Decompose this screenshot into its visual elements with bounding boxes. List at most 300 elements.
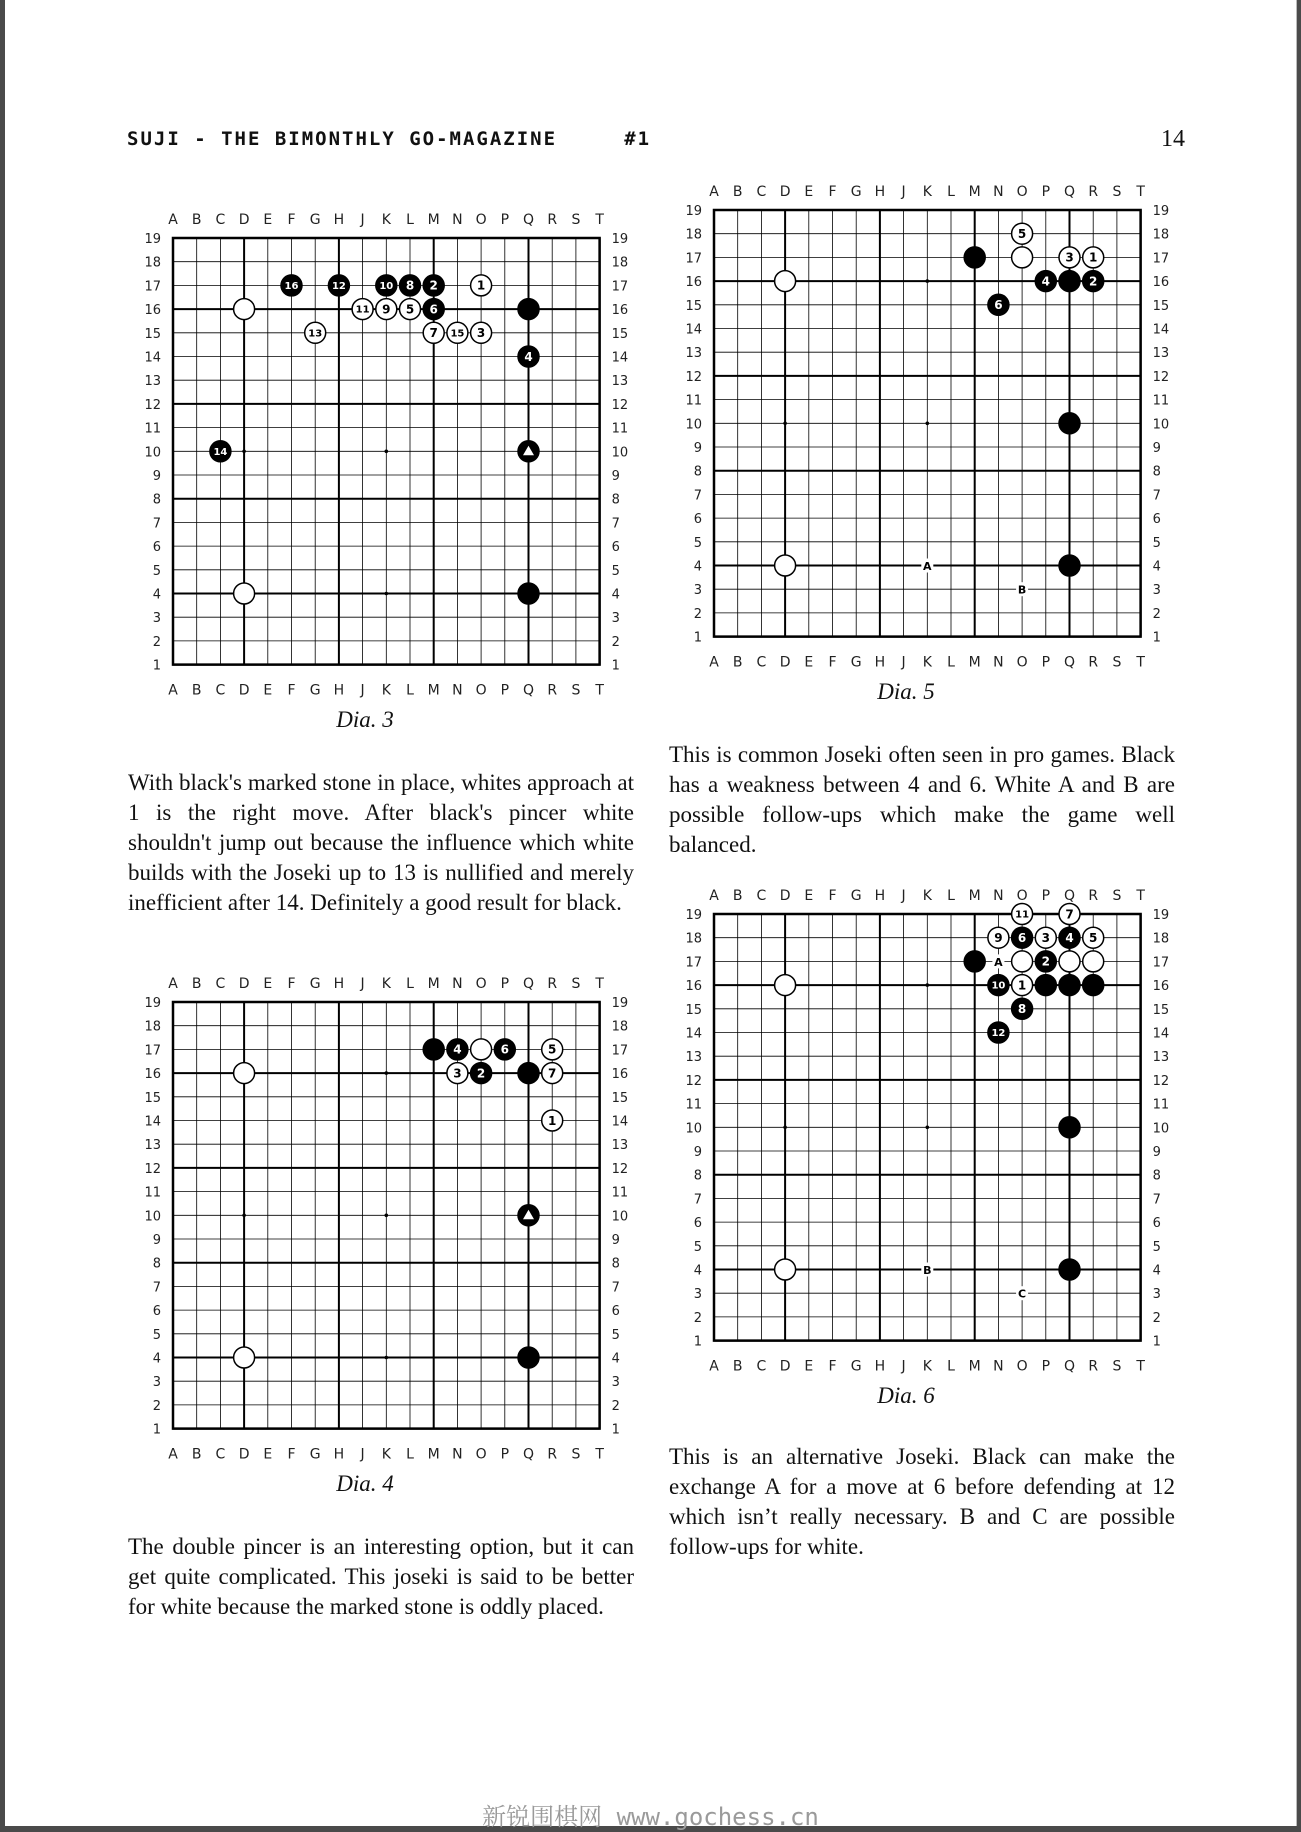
move-number: 9 <box>994 931 1003 946</box>
paragraph-dia4: The double pincer is an interesting option, but it can get quite complicated. This joseki is said to be better for white because the marked stone is oddly placed. <box>128 1534 634 1619</box>
column-label: F <box>287 1446 296 1463</box>
column-label: R <box>547 682 558 699</box>
row-label: 15 <box>1152 298 1170 314</box>
row-label: 2 <box>1152 1310 1161 1326</box>
row-label: 5 <box>1152 535 1161 551</box>
black-stone <box>1059 927 1080 948</box>
column-label: S <box>1112 184 1122 200</box>
column-label: E <box>804 1358 814 1375</box>
black-stone <box>518 583 539 604</box>
row-label: 13 <box>685 346 702 362</box>
column-label: C <box>756 888 767 904</box>
column-label: P <box>1041 184 1051 200</box>
column-label: T <box>1136 654 1145 671</box>
column-label: M <box>427 976 440 992</box>
black-stone <box>1035 271 1056 292</box>
row-label: 14 <box>611 1114 629 1130</box>
column-label: M <box>968 654 981 671</box>
column-label: K <box>381 682 391 699</box>
caption-dia5: Dia. 5 <box>877 679 935 704</box>
row-label: 16 <box>685 979 702 995</box>
row-label: 7 <box>611 1280 620 1296</box>
row-label: 12 <box>611 1161 629 1177</box>
column-label: B <box>191 212 202 228</box>
row-label: 12 <box>685 369 702 385</box>
column-label: L <box>406 682 414 699</box>
row-label: 10 <box>611 1209 629 1225</box>
paragraph-dia3: With black's marked stone in place, whites approach at 1 is the right move. After black's pincer white shouldn't jump out because the influence which white builds with the Joseki up to 13 is nullified and merely inefficient after 14. Definitely a good result for black. <box>128 770 634 915</box>
white-stone <box>423 322 444 343</box>
go-board-dia6 <box>671 884 1170 1375</box>
white-stone <box>1012 904 1033 925</box>
move-number: 3 <box>476 326 486 341</box>
column-label: O <box>1016 654 1028 671</box>
row-label: 15 <box>685 298 702 314</box>
column-label: F <box>287 682 296 699</box>
row-label: 8 <box>1152 1168 1161 1184</box>
move-number: 1 <box>476 278 486 293</box>
column-label: R <box>547 976 558 992</box>
caption-dia6: Dia. 6 <box>877 1383 935 1408</box>
column-label: G <box>309 212 321 228</box>
column-label: C <box>215 1446 226 1463</box>
column-label: O <box>1016 888 1028 904</box>
black-stone <box>1059 1117 1080 1138</box>
column-label: L <box>947 888 955 904</box>
column-label: D <box>779 1358 791 1375</box>
black-stone <box>1035 975 1056 996</box>
row-label: 9 <box>152 1233 161 1248</box>
row-label: 2 <box>152 634 161 650</box>
row-label: 3 <box>152 1375 161 1391</box>
column-label: R <box>1088 654 1099 671</box>
row-label: 5 <box>152 563 161 579</box>
move-number: 3 <box>453 1066 462 1081</box>
move-number: 12 <box>991 1028 1006 1040</box>
column-label: D <box>238 682 250 699</box>
row-label: 2 <box>611 634 620 650</box>
column-label: G <box>850 1358 862 1375</box>
black-stone <box>1059 271 1080 292</box>
column-label: F <box>287 976 296 992</box>
move-number: 4 <box>524 349 533 364</box>
black-stone <box>964 247 985 268</box>
move-number: 4 <box>1041 274 1050 289</box>
move-number: 1 <box>548 1113 557 1128</box>
column-label: E <box>263 976 273 992</box>
column-label: T <box>595 1446 604 1463</box>
row-label: 5 <box>693 535 702 551</box>
move-number: 11 <box>355 304 370 316</box>
column-label: Q <box>522 682 535 699</box>
column-label: N <box>452 1446 463 1463</box>
column-label: A <box>709 654 719 671</box>
row-label: 19 <box>144 232 161 247</box>
white-stone <box>376 299 397 320</box>
black-stone <box>400 275 421 296</box>
row-label: 2 <box>1152 606 1161 622</box>
column-label: N <box>452 682 463 699</box>
column-label: P <box>500 682 510 699</box>
column-label: E <box>804 654 814 671</box>
black-stone <box>988 1022 1009 1043</box>
row-label: 18 <box>1152 931 1170 947</box>
row-label: 1 <box>611 658 620 674</box>
column-label: O <box>1016 1358 1028 1375</box>
move-number: 10 <box>991 980 1006 992</box>
row-label: 10 <box>611 445 629 461</box>
white-stone <box>1083 951 1104 972</box>
star-point <box>385 450 389 454</box>
column-label: F <box>287 212 296 228</box>
column-label: G <box>309 1446 321 1463</box>
row-label: 12 <box>611 397 629 413</box>
row-label: 4 <box>152 1351 161 1367</box>
row-label: 17 <box>611 279 629 295</box>
row-label: 1 <box>152 658 161 674</box>
move-number: 2 <box>429 278 438 293</box>
row-label: 13 <box>1152 1050 1170 1066</box>
move-number: 9 <box>382 302 391 317</box>
row-label: 12 <box>1152 369 1170 385</box>
move-number: 4 <box>453 1042 462 1057</box>
white-stone <box>1012 223 1033 244</box>
column-label: D <box>779 184 791 200</box>
black-stone <box>518 1063 539 1084</box>
white-stone <box>400 299 421 320</box>
star-point <box>385 592 389 596</box>
row-label: 18 <box>611 255 629 271</box>
white-stone <box>471 275 492 296</box>
black-stone <box>1059 975 1080 996</box>
column-label: B <box>191 976 202 992</box>
white-stone <box>1012 975 1033 996</box>
white-stone <box>988 927 1009 948</box>
white-stone <box>775 1259 796 1280</box>
row-label: 8 <box>1152 464 1161 480</box>
row-label: 9 <box>611 469 620 484</box>
column-label: R <box>1088 1358 1099 1375</box>
star-point <box>385 1071 389 1075</box>
column-label: H <box>333 1446 345 1463</box>
black-stone <box>1083 271 1104 292</box>
move-number: 16 <box>284 281 299 292</box>
row-label: 19 <box>611 996 629 1011</box>
white-stone <box>234 1063 255 1084</box>
column-label: T <box>595 682 604 699</box>
row-label: 15 <box>611 1090 629 1106</box>
row-label: 13 <box>611 1138 629 1154</box>
column-label: K <box>922 184 932 200</box>
star-point <box>926 1126 930 1130</box>
column-label: C <box>756 654 767 671</box>
black-stone <box>518 1205 539 1226</box>
row-label: 8 <box>152 492 161 508</box>
black-stone <box>518 299 539 320</box>
row-label: 17 <box>144 279 161 295</box>
column-label: M <box>427 682 440 699</box>
black-stone <box>423 299 444 320</box>
row-label: 11 <box>144 1185 161 1201</box>
star-point <box>926 279 930 283</box>
row-label: 16 <box>144 303 161 319</box>
column-label: P <box>1041 888 1051 904</box>
row-label: 10 <box>144 445 161 461</box>
column-label: E <box>263 1446 273 1463</box>
move-number: 6 <box>429 302 438 317</box>
column-label: Q <box>1063 184 1076 200</box>
column-label: M <box>968 888 981 904</box>
star-point <box>783 1126 787 1130</box>
column-label: P <box>500 1446 510 1463</box>
white-stone <box>775 555 796 576</box>
row-label: 14 <box>144 1114 161 1130</box>
row-label: 4 <box>693 1263 702 1279</box>
row-label: 3 <box>152 611 161 627</box>
row-label: 5 <box>152 1327 161 1343</box>
column-label: G <box>850 654 862 671</box>
move-number: 7 <box>548 1066 557 1081</box>
black-stone <box>1035 951 1056 972</box>
row-label: 19 <box>1152 908 1170 923</box>
row-label: 19 <box>685 908 702 923</box>
column-label: F <box>828 888 837 904</box>
move-number: 6 <box>500 1042 509 1057</box>
white-stone <box>234 583 255 604</box>
black-stone <box>1059 1259 1080 1280</box>
row-label: 17 <box>1152 955 1170 971</box>
row-label: 17 <box>611 1043 629 1059</box>
column-label: B <box>732 184 743 200</box>
column-label: T <box>1136 184 1145 200</box>
move-number: 5 <box>1089 931 1098 946</box>
black-stone <box>1059 555 1080 576</box>
white-stone <box>1059 951 1080 972</box>
watermark-footer: 新锐围棋网 www.gochess.cn <box>482 1803 819 1831</box>
move-number: 3 <box>1065 250 1074 265</box>
row-label: 15 <box>611 326 629 342</box>
row-label: 14 <box>144 350 161 366</box>
row-label: 18 <box>685 227 702 243</box>
row-label: 4 <box>1152 1263 1161 1279</box>
white-stone <box>1059 904 1080 925</box>
column-label: L <box>406 212 414 228</box>
row-label: 4 <box>152 587 161 603</box>
row-label: 3 <box>693 583 702 599</box>
black-stone <box>281 275 302 296</box>
row-label: 17 <box>685 955 702 971</box>
column-label: R <box>547 212 558 228</box>
column-label: C <box>756 1358 767 1375</box>
column-label: J <box>360 976 365 992</box>
caption-dia4: Dia. 4 <box>336 1471 394 1496</box>
row-label: 16 <box>1152 275 1170 291</box>
column-label: L <box>406 976 414 992</box>
column-label: J <box>360 1446 365 1463</box>
column-label: Q <box>1063 1358 1076 1375</box>
row-label: 5 <box>1152 1239 1161 1255</box>
row-label: 8 <box>611 1256 620 1272</box>
row-label: 9 <box>611 1233 620 1248</box>
white-stone <box>1035 927 1056 948</box>
row-label: 11 <box>144 421 161 437</box>
row-label: 19 <box>685 204 702 219</box>
row-label: 4 <box>1152 559 1161 575</box>
move-number: 7 <box>1065 907 1074 922</box>
white-stone <box>1012 951 1033 972</box>
column-label: N <box>993 1358 1004 1375</box>
star-point <box>242 450 246 454</box>
white-stone <box>775 975 796 996</box>
column-label: H <box>874 888 886 904</box>
column-label: K <box>381 212 391 228</box>
row-label: 8 <box>693 464 702 480</box>
row-label: 1 <box>611 1422 620 1438</box>
row-label: 6 <box>1152 512 1161 528</box>
column-label: C <box>215 212 226 228</box>
row-label: 13 <box>685 1050 702 1066</box>
column-label: A <box>168 976 178 992</box>
row-label: 16 <box>611 1067 629 1083</box>
column-label: H <box>874 1358 886 1375</box>
row-label: 13 <box>1152 346 1170 362</box>
row-label: 7 <box>1152 488 1161 504</box>
move-number: 5 <box>405 302 415 317</box>
star-point <box>385 1214 389 1218</box>
column-label: E <box>263 682 273 699</box>
white-stone <box>775 271 796 292</box>
row-label: 10 <box>685 1121 702 1137</box>
move-number: 2 <box>1041 954 1050 969</box>
row-label: 11 <box>685 1097 702 1113</box>
position-mark-A: A <box>994 955 1003 969</box>
row-label: 19 <box>611 232 629 247</box>
black-stone <box>1059 413 1080 434</box>
row-label: 9 <box>1152 441 1161 456</box>
column-label: G <box>309 976 321 992</box>
white-stone <box>447 1063 468 1084</box>
column-label: G <box>850 184 862 200</box>
row-label: 16 <box>611 303 629 319</box>
star-point <box>385 1356 389 1360</box>
column-label: T <box>595 212 604 228</box>
black-stone <box>447 1039 468 1060</box>
paragraph-dia5: This is common Joseki often seen in pro games. Black has a weakness between 4 and 6. White A and B are possible follow-ups which make the game well balanced. <box>669 742 1175 857</box>
star-point <box>926 983 930 987</box>
column-label: A <box>168 212 178 228</box>
row-label: 17 <box>685 251 702 267</box>
row-label: 2 <box>693 606 702 622</box>
column-label: K <box>381 1446 391 1463</box>
row-label: 10 <box>144 1209 161 1225</box>
move-number: 12 <box>331 281 346 292</box>
column-label: C <box>215 976 226 992</box>
column-label: H <box>333 682 345 699</box>
row-label: 11 <box>685 393 702 409</box>
column-label: N <box>993 654 1004 671</box>
column-label: P <box>500 212 510 228</box>
white-stone <box>1083 247 1104 268</box>
row-label: 1 <box>1152 1334 1161 1350</box>
column-label: S <box>571 212 581 228</box>
row-label: 12 <box>144 397 161 413</box>
star-point <box>242 1214 246 1218</box>
column-label: P <box>1041 654 1051 671</box>
row-label: 9 <box>1152 1145 1161 1160</box>
column-label: B <box>732 888 743 904</box>
star-point <box>926 422 930 426</box>
column-label: K <box>922 654 932 671</box>
column-label: L <box>947 654 955 671</box>
move-number: 4 <box>1065 931 1074 946</box>
row-label: 9 <box>693 441 702 456</box>
column-label: D <box>238 212 250 228</box>
column-label: S <box>571 682 581 699</box>
go-board-dia3 <box>130 208 629 699</box>
magazine-title: SUJI - THE BIMONTHLY GO-MAGAZINE #1 <box>127 128 652 150</box>
column-label: O <box>475 682 487 699</box>
column-label: J <box>901 888 906 904</box>
move-number: 5 <box>548 1042 557 1057</box>
white-stone <box>234 1347 255 1368</box>
row-label: 6 <box>152 540 161 556</box>
row-label: 14 <box>1152 322 1170 338</box>
move-number: 1 <box>1017 978 1027 993</box>
move-number: 15 <box>450 328 465 340</box>
column-label: C <box>756 184 767 200</box>
column-label: F <box>828 654 837 671</box>
row-label: 8 <box>611 492 620 508</box>
column-label: Q <box>522 212 535 228</box>
column-label: D <box>779 654 791 671</box>
paragraph-dia6: This is an alternative Joseki. Black can make the exchange A for a move at 6 before defending at 12 which isn’t really necessary. B and C are possible follow-ups for white. <box>669 1444 1175 1559</box>
move-number: 6 <box>1017 931 1027 946</box>
column-label: K <box>381 976 391 992</box>
column-label: Q <box>1063 654 1076 671</box>
row-label: 12 <box>1152 1073 1170 1089</box>
column-label: N <box>993 184 1004 200</box>
column-label: T <box>1136 888 1145 904</box>
row-label: 7 <box>152 1280 161 1296</box>
row-label: 10 <box>1152 1121 1170 1137</box>
row-label: 14 <box>611 350 629 366</box>
move-number: 8 <box>1017 1002 1027 1017</box>
column-label: L <box>406 1446 414 1463</box>
row-label: 15 <box>685 1002 702 1018</box>
row-label: 17 <box>1152 251 1170 267</box>
column-label: F <box>828 184 837 200</box>
column-label: H <box>874 184 886 200</box>
white-stone <box>352 299 373 320</box>
white-stone <box>471 1039 492 1060</box>
column-label: J <box>901 184 906 200</box>
column-label: R <box>1088 184 1099 200</box>
caption-dia3: Dia. 3 <box>336 707 394 732</box>
row-label: 2 <box>693 1310 702 1326</box>
row-label: 6 <box>1152 1216 1161 1232</box>
column-label: E <box>804 184 814 200</box>
column-label: H <box>874 654 886 671</box>
column-label: E <box>804 888 814 904</box>
column-label: C <box>215 682 226 699</box>
column-label: A <box>709 1358 719 1375</box>
white-stone <box>1083 927 1104 948</box>
move-number: 3 <box>1041 931 1050 946</box>
row-label: 7 <box>693 488 702 504</box>
row-label: 18 <box>144 255 161 271</box>
column-label: R <box>1088 888 1099 904</box>
black-stone <box>964 951 985 972</box>
